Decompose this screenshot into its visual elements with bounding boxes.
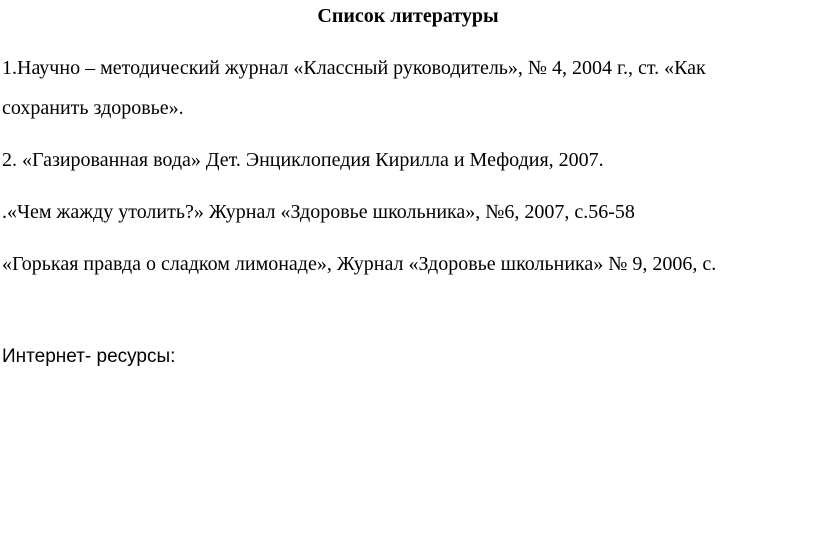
reference-item-1-line-1: 1.Научно – методический журнал «Классный руководитель», № 4, 2004 г., ст. «Как bbox=[2, 57, 706, 79]
internet-resources-heading: Интернет- ресурсы: bbox=[2, 346, 176, 367]
page-title: Список литературы bbox=[317, 5, 499, 27]
reference-item-3: .«Чем жажду утолить?» Журнал «Здоровье школьника», №6, 2007, с.56-58 bbox=[2, 201, 635, 223]
reference-item-4: «Горькая правда о сладком лимонаде», Журнал «Здоровье школьника» № 9, 2006, с. bbox=[2, 253, 717, 275]
reference-item-1-line-2: сохранить здоровье». bbox=[2, 97, 184, 119]
reference-item-2: 2. «Газированная вода» Дет. Энциклопедия Кирилла и Мефодия, 2007. bbox=[2, 149, 604, 171]
